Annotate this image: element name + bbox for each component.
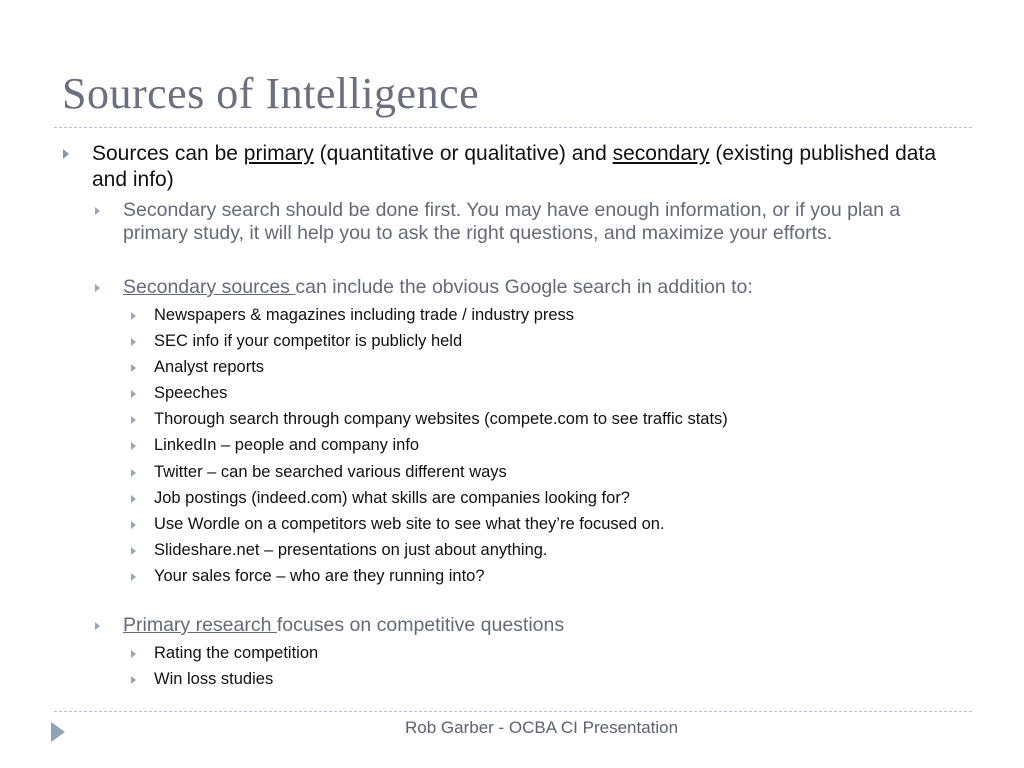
- list-item: Job postings (indeed.com) what skills are companies looking for?: [154, 489, 630, 507]
- bullet-text: Sources can be: [92, 142, 244, 165]
- list-item: Newspapers & magazines including trade / industry press: [154, 306, 575, 324]
- list-item: Rating the competition: [154, 644, 319, 662]
- list-item: Your sales force – who are they running into?: [154, 567, 485, 585]
- primary-term: primary: [243, 142, 314, 165]
- bullet-text: focuses on competitive questions: [276, 614, 565, 636]
- bullet-triangle-icon: [131, 573, 136, 581]
- list-item: LinkedIn – people and company info: [154, 436, 420, 454]
- list-item: Use Wordle on a competitors web site to see what they’re focused on.: [154, 515, 665, 533]
- bullet-triangle-icon: [63, 149, 69, 159]
- list-item: Thorough search through company websites (compete.com to see traffic stats): [154, 410, 728, 428]
- list-item: SEC info if your competitor is publicly held: [154, 332, 463, 350]
- bullet-triangle-icon: [131, 338, 136, 346]
- bullet-triangle-icon: [131, 390, 136, 398]
- list-item: Twitter – can be searched various different ways: [154, 463, 507, 481]
- sub-bullet-primary-research: [123, 614, 564, 637]
- sub-bullet-secondary-first: Secondary search should be done first. You may have enough information, or if you plan a primary study, it will help you to ask the right questions, and maximize your efforts.: [123, 199, 901, 244]
- bullet-sources-intro: [92, 141, 942, 193]
- footer-divider: [54, 711, 972, 712]
- list-item: Win loss studies: [154, 670, 274, 688]
- secondary-term: secondary: [612, 142, 710, 165]
- bullet-text: (quantitative or qualitative) and: [313, 142, 613, 165]
- slide-title: Sources of Intelligence: [62, 69, 480, 118]
- list-item: Analyst reports: [154, 358, 265, 376]
- bullet-triangle-icon: [131, 442, 136, 450]
- bullet-triangle-icon: [131, 416, 136, 424]
- bullet-triangle-icon: [131, 312, 136, 320]
- primary-research-term: Primary research: [123, 614, 277, 636]
- bullet-triangle-icon: [131, 676, 136, 684]
- bullet-triangle-icon: [131, 650, 136, 658]
- slide-nav-triangle-icon: [51, 722, 65, 742]
- bullet-triangle-icon: [95, 284, 100, 292]
- list-item: Speeches: [154, 384, 228, 402]
- sub-bullet-secondary-sources: [123, 276, 753, 299]
- bullet-triangle-icon: [131, 364, 136, 372]
- bullet-triangle-icon: [131, 521, 136, 529]
- bullet-text: (existing published data and info): [92, 142, 936, 191]
- slide-footer: Rob Garber - OCBA CI Presentation: [405, 718, 679, 737]
- list-item: Slideshare.net – presentations on just about anything.: [154, 541, 548, 559]
- secondary-sources-term: Secondary sources: [123, 276, 296, 298]
- bullet-triangle-icon: [131, 469, 136, 477]
- bullet-triangle-icon: [95, 207, 100, 215]
- bullet-triangle-icon: [95, 622, 100, 630]
- bullet-triangle-icon: [131, 495, 136, 503]
- bullet-text: can include the obvious Google search in addition to:: [295, 276, 753, 298]
- bullet-triangle-icon: [131, 547, 136, 555]
